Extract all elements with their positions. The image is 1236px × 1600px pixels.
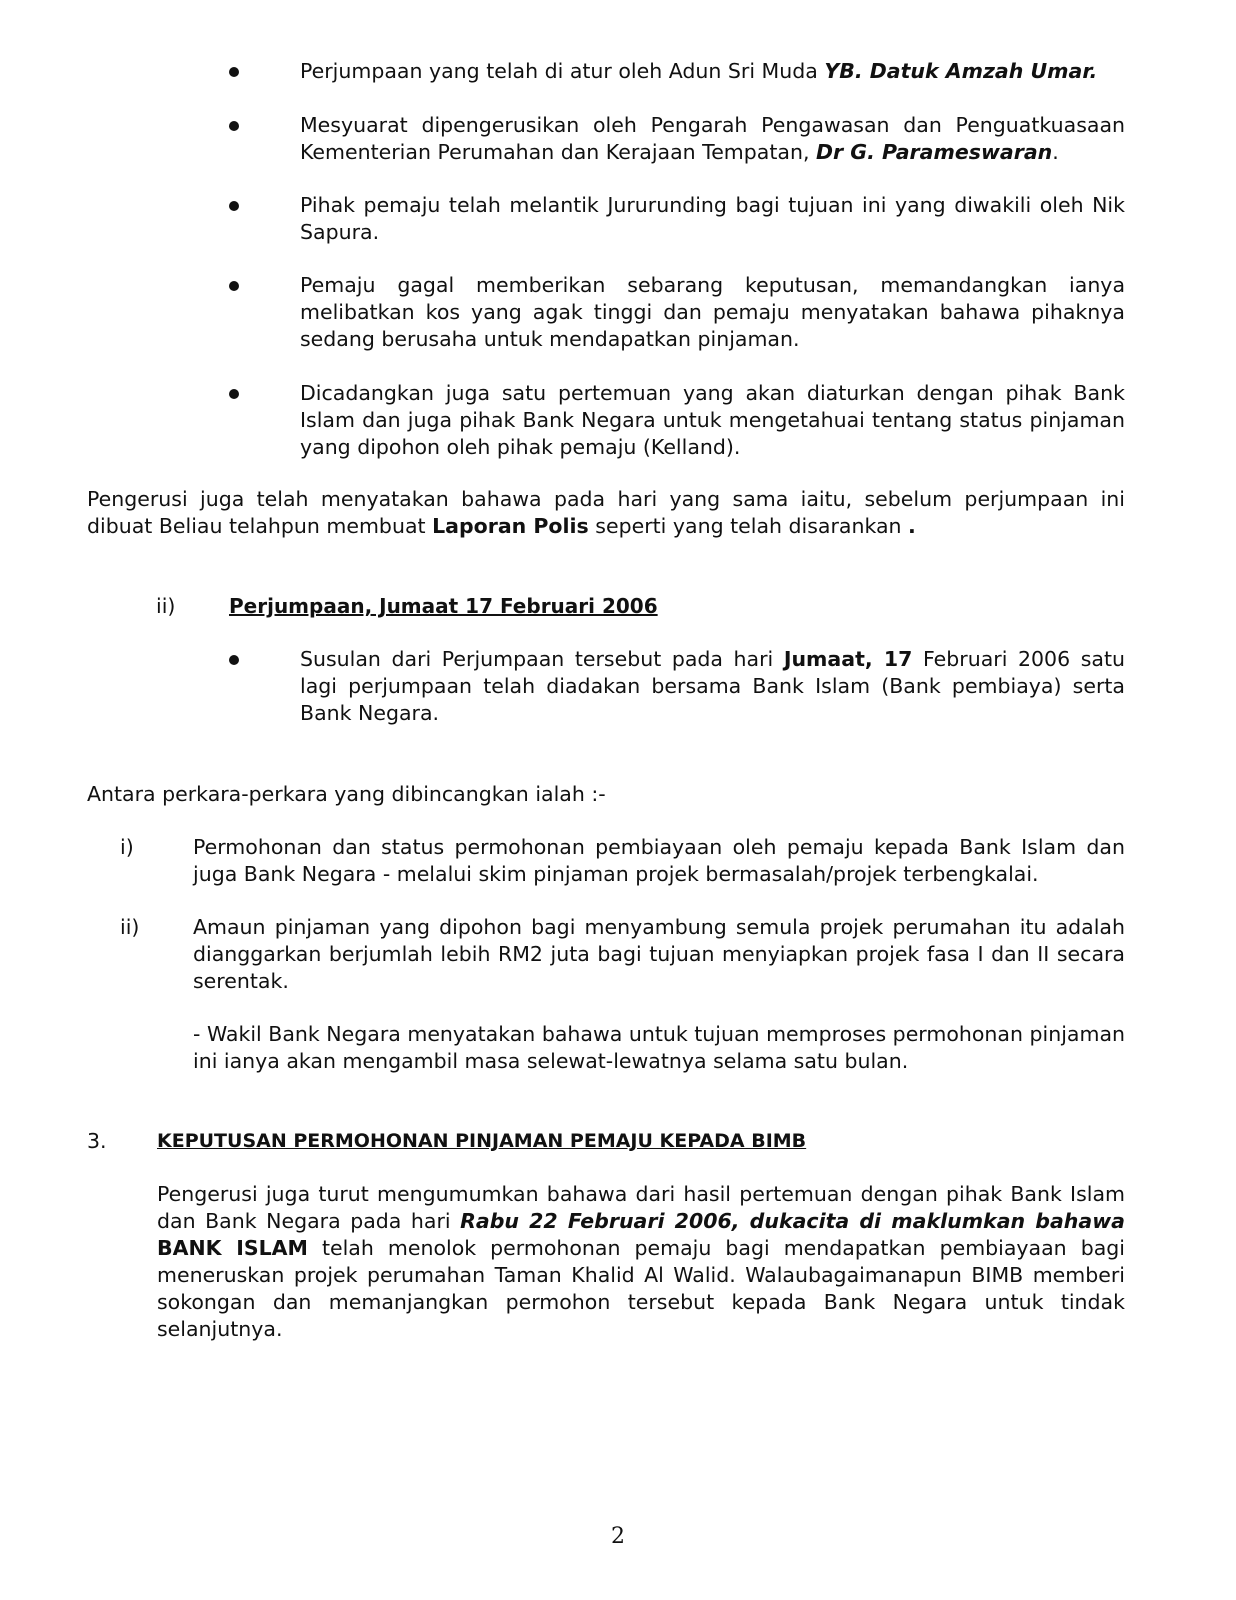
page-number: 2	[611, 1524, 625, 1549]
bullet-dot	[229, 281, 239, 291]
section-heading: KEPUTUSAN PERMOHONAN PINJAMAN PEMAJU KEPADA BIMB	[157, 1130, 807, 1152]
list-item: Amaun pinjaman yang dipohon bagi menyambung semula projek perumahan itu adalah dianggarkan berjumlah lebih RM2 juta bagi tujuan menyiapkan projek fasa I dan II secara serentak.	[193, 915, 1125, 993]
section-heading: Perjumpaan, Jumaat 17 Februari 2006	[229, 594, 658, 618]
bullet-item: Perjumpaan yang telah di atur oleh Adun Sri Muda YB. Datuk Amzah Umar.	[300, 59, 1098, 83]
section-number: 3.	[87, 1129, 107, 1153]
bullet-dot	[229, 121, 239, 131]
bullet-dot	[229, 67, 239, 77]
bullet-item: Dicadangkan juga satu pertemuan yang akan diaturkan dengan pihak Bank Islam dan juga pihak Bank Negara untuk mengetahuai tentang status pinjaman yang dipohon oleh pihak pemaju (Kelland).	[300, 381, 1125, 459]
bullet-dot	[229, 655, 239, 665]
bullet-item: Susulan dari Perjumpaan tersebut pada hari Jumaat, 17 Februari 2006 satu lagi perjumpaan telah diadakan bersama Bank Islam (Bank pembiaya) serta Bank Negara.	[300, 647, 1125, 725]
bullet-item: Mesyuarat dipengerusikan oleh Pengarah Pengawasan dan Penguatkuasaan Kementerian Perumahan dan Kerajaan Tempatan, Dr G. Parameswaran.	[300, 113, 1125, 164]
section-number: ii)	[156, 594, 176, 618]
list-note: - Wakil Bank Negara menyatakan bahawa untuk tujuan memproses permohonan pinjaman ini ianya akan mengambil masa selewat-lewatnya selama satu bulan.	[193, 1022, 1125, 1073]
bullet-dot	[229, 389, 239, 399]
bullet-item: Pihak pemaju telah melantik Jururunding bagi tujuan ini yang diwakili oleh Nik Sapura.	[300, 193, 1125, 244]
list-number: ii)	[120, 915, 140, 939]
list-item: Permohonan dan status permohonan pembiayaan oleh pemaju kepada Bank Islam dan juga Bank Negara - melalui skim pinjaman projek bermasalah/projek terbengkalai.	[193, 835, 1125, 886]
chair-paragraph: Pengerusi juga telah menyatakan bahawa pada hari yang sama iaitu, sebelum perjumpaan ini dibuat Beliau telahpun membuat Laporan Polis seperti yang telah disarankan .	[87, 487, 1125, 538]
bullet-dot	[229, 201, 239, 211]
discussed-intro: Antara perkara-perkara yang dibincangkan ialah :-	[87, 782, 606, 806]
bullet-item: Pemaju gagal memberikan sebarang keputusan, memandangkan ianya melibatkan kos yang agak tinggi dan pemaju menyatakan bahawa pihaknya sedang berusaha untuk mendapatkan pinjaman.	[300, 273, 1125, 351]
list-number: i)	[120, 835, 134, 859]
section-3-paragraph: Pengerusi juga turut mengumumkan bahawa dari hasil pertemuan dengan pihak Bank Islam dan Bank Negara pada hari Rabu 22 Februari 2006, dukacita di maklumkan bahawa BANK ISLAM telah menolok permohonan pemaju bagi mendapatkan pembiayaan bagi meneruskan projek perumahan Taman Khalid Al Walid. Walaubagaimanapun BIMB memberi sokongan dan memanjangkan permohon tersebut kepada Bank Negara untuk tindak selanjutnya.	[157, 1182, 1126, 1341]
